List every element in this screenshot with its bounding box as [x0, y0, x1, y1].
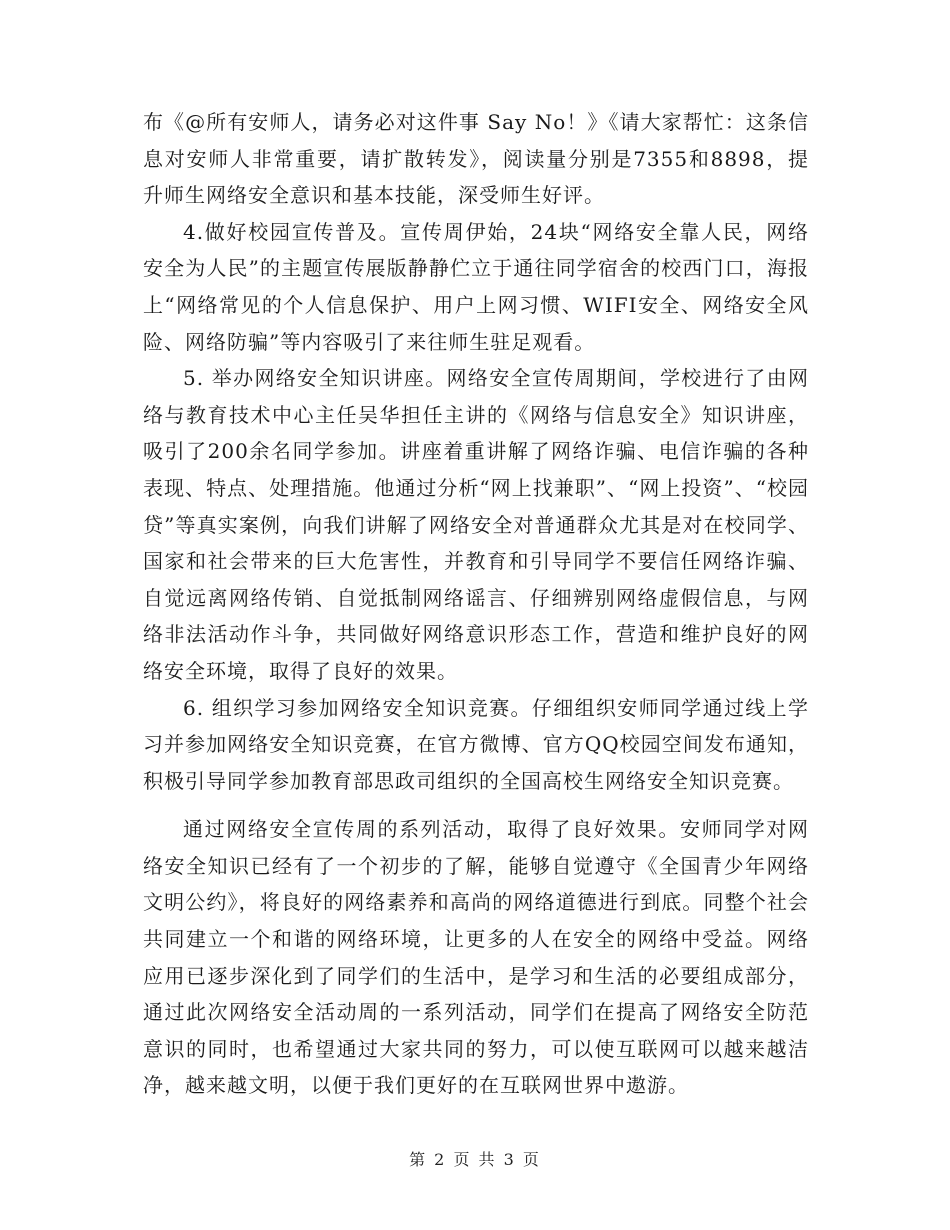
paragraph-continuation: 布《@所有安师人，请务必对这件事 Say No！》《请大家帮忙：这条信息对安师人非常重要，请扩散转发》，阅读量分别是7355和8898，提升师生网络安全意识和基本技能，深受师生好评。: [143, 110, 809, 208]
paragraph-conclusion: 通过网络安全宣传周的系列活动，取得了良好效果。安师同学对网络安全知识已经有了一个初步的了解，能够自觉遵守《全国青少年网络文明公约》，将良好的网络素养和高尚的网络道德进行到底。同整个社会共同建立一个和谐的网络环境，让更多的人在安全的网络中受益。网络应用已逐步深化到了同学们的生活中，是学习和生活的必要组成部分，通过此次网络安全活动周的一系列活动，同学们在提高了网络安全防范意识的同时，也希望通过大家共同的努力，可以使互联网可以越来越洁净，越来越文明，以便于我们更好的在互联网世界中遨游。: [143, 817, 809, 1098]
paragraph-item-6: 6. 组织学习参加网络安全知识竞赛。仔细组织安师同学通过线上学习并参加网络安全知识竞赛，在官方微博、官方QQ校园空间发布通知，积极引导同学参加教育部思政司组织的全国高校生网络安全知识竞赛。: [143, 695, 809, 793]
page-number-footer: 第 2 页 共 3 页: [409, 1150, 541, 1169]
document-body: [143, 104, 809, 1104]
paragraph-item-5: 5. 举办网络安全知识讲座。网络安全宣传周期间，学校进行了由网络与教育技术中心主任吴华担任主讲的《网络与信息安全》知识讲座，吸引了200余名同学参加。讲座着重讲解了网络诈骗、电信诈骗的各种表现、特点、处理措施。他通过分析“网上找兼职”、“网上投资”、“校园贷”等真实案例，向我们讲解了网络安全对普通群众尤其是对在校同学、国家和社会带来的巨大危害性，并教育和引导同学不要信任网络诈骗、自觉远离网络传销、自觉抵制网络谣言、仔细辨别网络虚假信息，与网络非法活动作斗争，共同做好网络意识形态工作，营造和维护良好的网络安全环境，取得了良好的效果。: [143, 366, 809, 683]
paragraph-item-4: 4.做好校园宣传普及。宣传周伊始，24块“网络安全靠人民，网络安全为人民”的主题宣传展版静静伫立于通往同学宿舍的校西门口，海报上“网络常见的个人信息保护、用户上网习惯、WIFI安全、网络安全风险、网络防骗”等内容吸引了来往师生驻足观看。: [143, 219, 809, 354]
